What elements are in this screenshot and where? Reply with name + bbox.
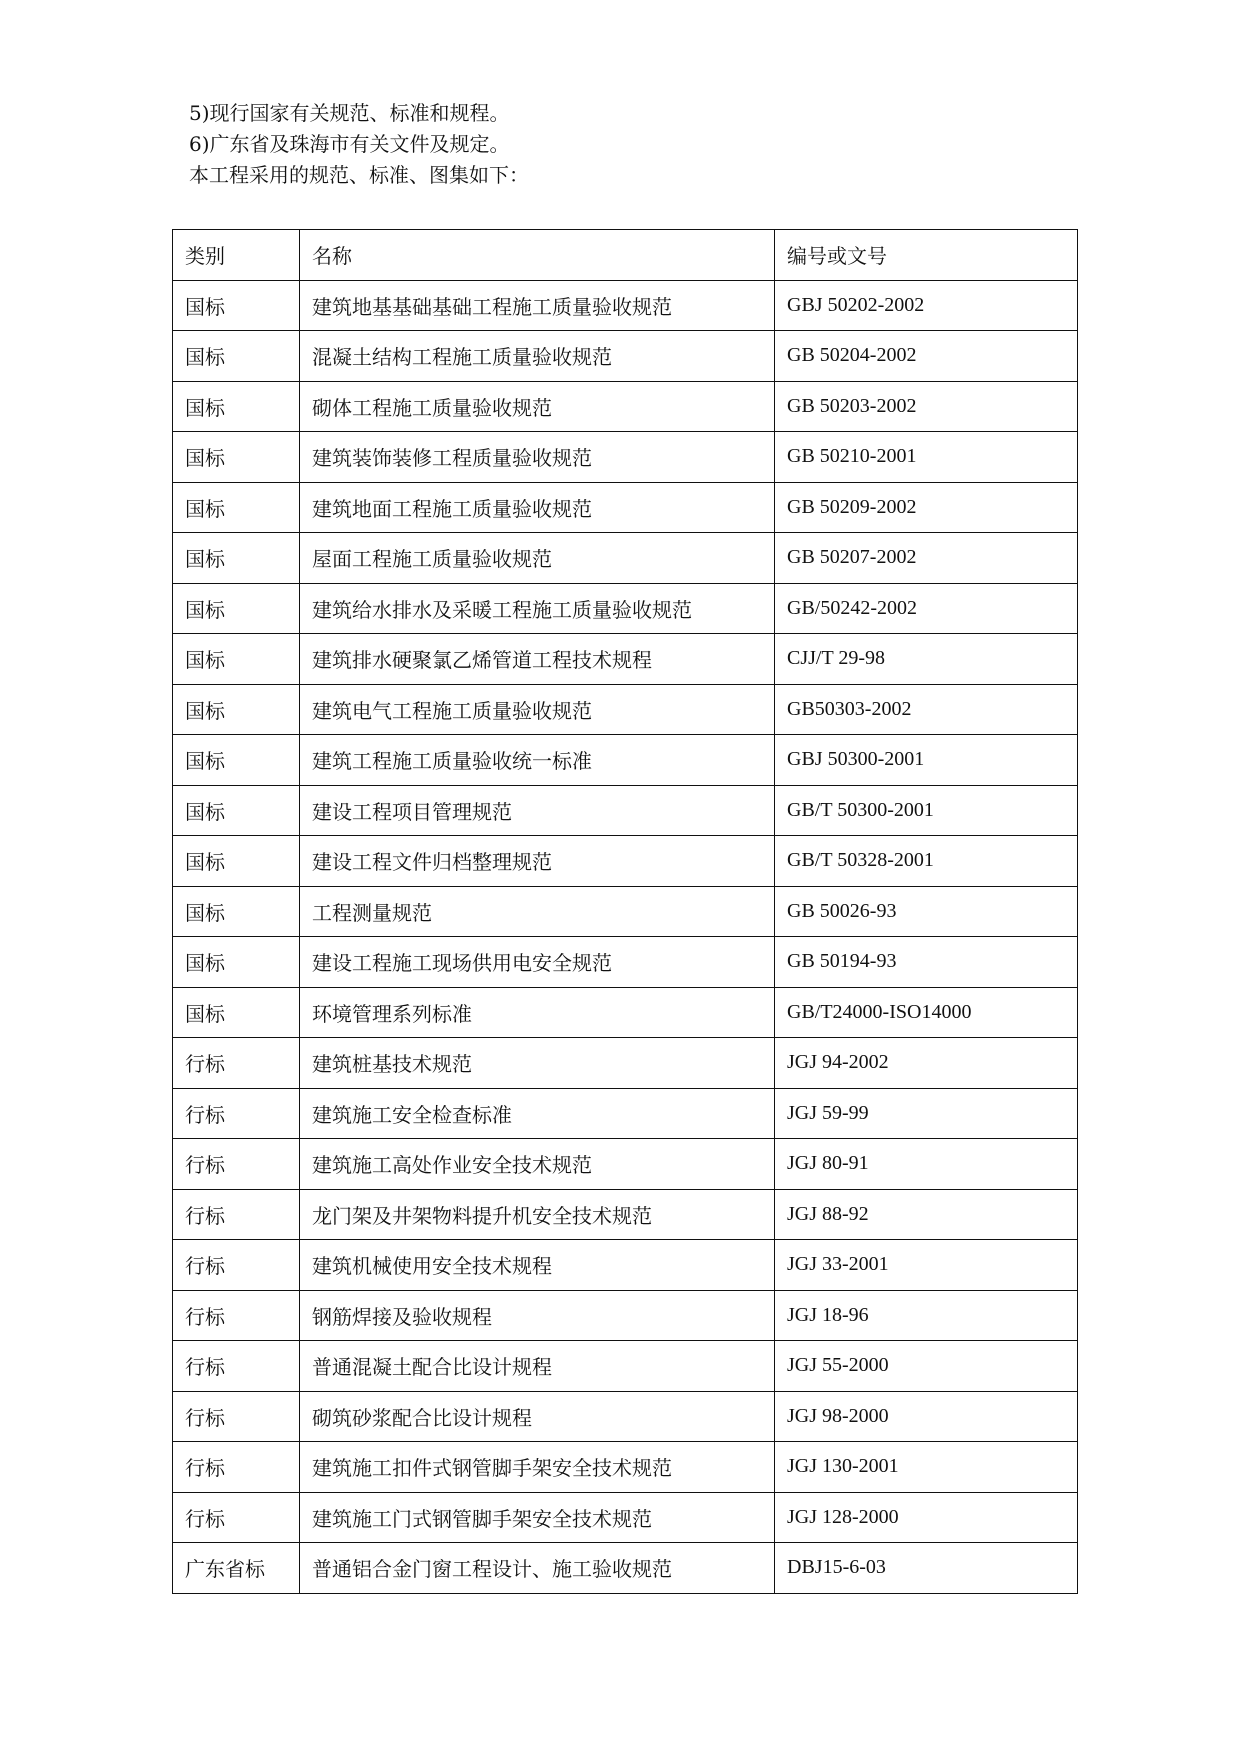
cell-name: 普通铝合金门窗工程设计、施工验收规范: [300, 1543, 775, 1594]
intro-line: 6)广东省及珠海市有关文件及规定。: [189, 132, 510, 156]
cell-code: JGJ 33-2001: [775, 1240, 1078, 1291]
table-row: [173, 1088, 1078, 1139]
cell-code: GB 50203-2002: [775, 381, 1078, 432]
table-row: [173, 684, 1078, 735]
table-row: [173, 634, 1078, 685]
cell-name: 建筑地面工程施工质量验收规范: [300, 482, 775, 533]
table-row: [173, 1492, 1078, 1543]
cell-category: 行标: [173, 1442, 300, 1493]
table-row: [173, 1391, 1078, 1442]
standards-table: [172, 229, 1078, 1594]
table-row: [173, 1442, 1078, 1493]
cell-code: JGJ 59-99: [775, 1088, 1078, 1139]
cell-category: 行标: [173, 1038, 300, 1089]
cell-name: 钢筋焊接及验收规程: [300, 1290, 775, 1341]
cell-name: 建筑排水硬聚氯乙烯管道工程技术规程: [300, 634, 775, 685]
cell-category: 行标: [173, 1341, 300, 1392]
header-name: 名称: [300, 230, 775, 281]
cell-category: 国标: [173, 937, 300, 988]
cell-name: 砌筑砂浆配合比设计规程: [300, 1391, 775, 1442]
cell-category: 行标: [173, 1290, 300, 1341]
cell-code: DBJ15-6-03: [775, 1543, 1078, 1594]
cell-code: GB 50209-2002: [775, 482, 1078, 533]
cell-name: 建筑施工安全检查标准: [300, 1088, 775, 1139]
table-row: [173, 987, 1078, 1038]
cell-category: 行标: [173, 1492, 300, 1543]
table-row: [173, 886, 1078, 937]
table-row: [173, 482, 1078, 533]
cell-code: CJJ/T 29-98: [775, 634, 1078, 685]
table-row: [173, 1139, 1078, 1190]
cell-name: 建筑施工门式钢管脚手架安全技术规范: [300, 1492, 775, 1543]
table-row: [173, 735, 1078, 786]
cell-category: 行标: [173, 1189, 300, 1240]
table-row: [173, 1290, 1078, 1341]
cell-category: 国标: [173, 381, 300, 432]
cell-code: JGJ 94-2002: [775, 1038, 1078, 1089]
cell-name: 建筑施工高处作业安全技术规范: [300, 1139, 775, 1190]
cell-category: 国标: [173, 634, 300, 685]
cell-code: GB/T 50328-2001: [775, 836, 1078, 887]
cell-name: 建筑施工扣件式钢管脚手架安全技术规范: [300, 1442, 775, 1493]
cell-category: 国标: [173, 583, 300, 634]
table-row: [173, 785, 1078, 836]
cell-code: GB 50210-2001: [775, 432, 1078, 483]
table-row: [173, 1189, 1078, 1240]
cell-category: 国标: [173, 785, 300, 836]
cell-code: GB/T24000-ISO14000: [775, 987, 1078, 1038]
cell-code: GB 50207-2002: [775, 533, 1078, 584]
cell-category: 国标: [173, 482, 300, 533]
cell-category: 国标: [173, 533, 300, 584]
cell-category: 国标: [173, 836, 300, 887]
cell-name: 工程测量规范: [300, 886, 775, 937]
cell-name: 建设工程施工现场供用电安全规范: [300, 937, 775, 988]
cell-code: JGJ 128-2000: [775, 1492, 1078, 1543]
cell-name: 建筑电气工程施工质量验收规范: [300, 684, 775, 735]
cell-category: 行标: [173, 1139, 300, 1190]
cell-name: 混凝土结构工程施工质量验收规范: [300, 331, 775, 382]
cell-category: 行标: [173, 1391, 300, 1442]
table-row: [173, 937, 1078, 988]
cell-code: JGJ 80-91: [775, 1139, 1078, 1190]
table-row: [173, 331, 1078, 382]
cell-category: 行标: [173, 1088, 300, 1139]
intro-line: 5)现行国家有关规范、标准和规程。: [189, 101, 510, 125]
table-row: [173, 583, 1078, 634]
intro-text: [189, 98, 529, 191]
cell-code: GB/T 50300-2001: [775, 785, 1078, 836]
header-category: 类别: [173, 230, 300, 281]
cell-category: 国标: [173, 886, 300, 937]
cell-code: JGJ 98-2000: [775, 1391, 1078, 1442]
table-row: [173, 280, 1078, 331]
cell-code: GBJ 50300-2001: [775, 735, 1078, 786]
cell-category: 国标: [173, 280, 300, 331]
cell-code: GBJ 50202-2002: [775, 280, 1078, 331]
cell-category: 国标: [173, 684, 300, 735]
cell-name: 屋面工程施工质量验收规范: [300, 533, 775, 584]
cell-category: 国标: [173, 432, 300, 483]
intro-line: 本工程采用的规范、标准、图集如下：: [189, 163, 529, 187]
table-row: [173, 381, 1078, 432]
cell-code: GB 50026-93: [775, 886, 1078, 937]
table-row: [173, 836, 1078, 887]
cell-name: 普通混凝土配合比设计规程: [300, 1341, 775, 1392]
cell-code: GB50303-2002: [775, 684, 1078, 735]
cell-name: 环境管理系列标准: [300, 987, 775, 1038]
cell-name: 建筑桩基技术规范: [300, 1038, 775, 1089]
table-row: [173, 533, 1078, 584]
table-row: [173, 432, 1078, 483]
cell-name: 建设工程文件归档整理规范: [300, 836, 775, 887]
table-row: [173, 1038, 1078, 1089]
cell-code: GB/50242-2002: [775, 583, 1078, 634]
table-header-row: [173, 230, 1078, 281]
cell-code: JGJ 88-92: [775, 1189, 1078, 1240]
cell-code: GB 50204-2002: [775, 331, 1078, 382]
cell-name: 建筑给水排水及采暖工程施工质量验收规范: [300, 583, 775, 634]
cell-category: 广东省标: [173, 1543, 300, 1594]
cell-name: 建筑装饰装修工程质量验收规范: [300, 432, 775, 483]
cell-code: JGJ 55-2000: [775, 1341, 1078, 1392]
table-row: [173, 1240, 1078, 1291]
table-row: [173, 1543, 1078, 1594]
cell-code: JGJ 130-2001: [775, 1442, 1078, 1493]
cell-name: 建筑机械使用安全技术规程: [300, 1240, 775, 1291]
cell-category: 国标: [173, 735, 300, 786]
table-row: [173, 1341, 1078, 1392]
cell-code: JGJ 18-96: [775, 1290, 1078, 1341]
cell-code: GB 50194-93: [775, 937, 1078, 988]
header-code: 编号或文号: [775, 230, 1078, 281]
cell-name: 龙门架及井架物料提升机安全技术规范: [300, 1189, 775, 1240]
cell-name: 砌体工程施工质量验收规范: [300, 381, 775, 432]
cell-name: 建筑地基基础基础工程施工质量验收规范: [300, 280, 775, 331]
cell-name: 建设工程项目管理规范: [300, 785, 775, 836]
cell-name: 建筑工程施工质量验收统一标准: [300, 735, 775, 786]
cell-category: 国标: [173, 987, 300, 1038]
cell-category: 行标: [173, 1240, 300, 1291]
cell-category: 国标: [173, 331, 300, 382]
